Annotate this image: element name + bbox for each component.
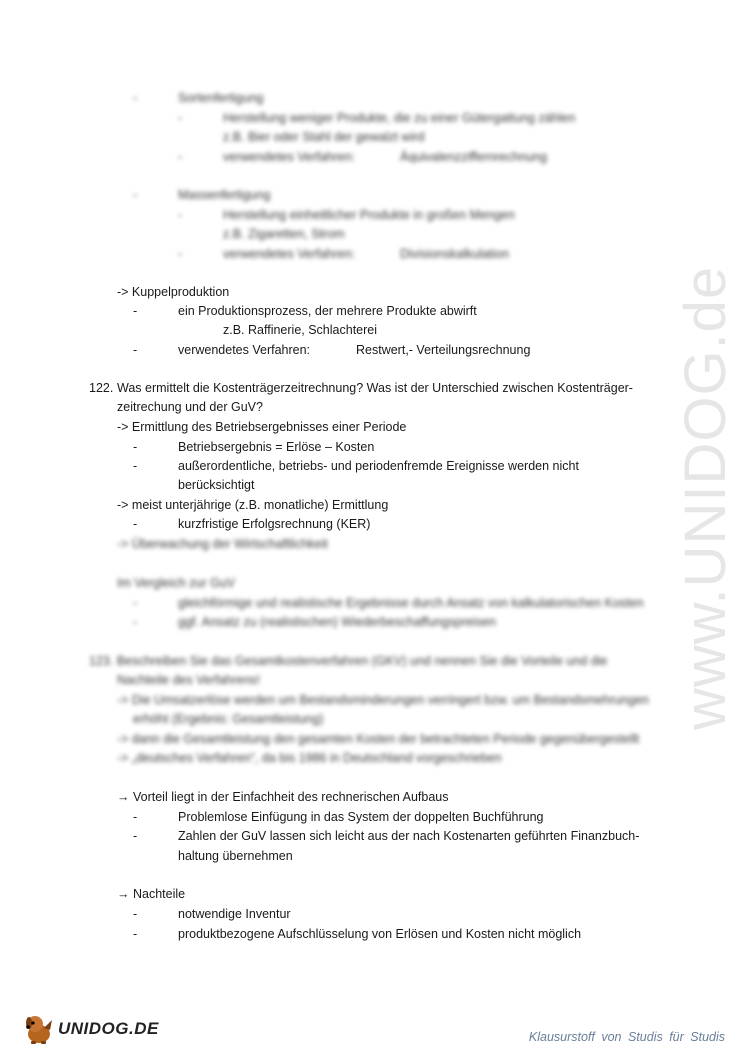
blurred-line: Divisionskalkulation (400, 247, 510, 261)
question-number: 122. (89, 381, 114, 395)
dash: - (133, 907, 138, 921)
kuppel-item: Restwert,- Verteilungsrechnung (356, 343, 531, 357)
answer-line: -> Ermittlung des Betriebsergebnisses einer Periode (117, 420, 407, 434)
unidog-logo (22, 1012, 159, 1046)
dash: - (178, 150, 183, 164)
dash: - (178, 111, 183, 125)
dash: - (133, 615, 138, 629)
dash: - (133, 517, 138, 531)
blurred-line: verwendetes Verfahren: (223, 150, 356, 164)
kuppel-item: z.B. Raffinerie, Schlachterei (223, 323, 378, 337)
dash: - (133, 440, 138, 454)
blurred-line: ggf. Ansatz zu (realistischen) Wiederbeschaffungspreisen (178, 615, 496, 629)
dash: - (133, 596, 138, 610)
question-text: zeitrechung und der GuV? (117, 400, 263, 414)
dash: - (133, 91, 138, 105)
kuppel-item: verwendetes Verfahren: (178, 343, 311, 357)
blurred-line: verwendetes Verfahren: (223, 247, 356, 261)
vorteil-item: Zahlen der GuV lassen sich leicht aus der nach Kostenarten geführten Finanzbuch- (178, 829, 640, 843)
blurred-line: Sortenfertigung (178, 91, 264, 105)
dash: - (133, 829, 138, 843)
blurred-line: erhöht (Ergebnis: Gesamtleistung) (133, 712, 324, 726)
vorteil-item: Problemlose Einfügung in das System der doppelten Buchführung (178, 810, 544, 824)
blurred-line: -> „deutsches Verfahren“, da bis 1986 in Deutschland vorgeschrieben (117, 751, 502, 765)
vorteil-title: Vorteil liegt in der Einfachheit des rechnerischen Aufbaus (133, 790, 449, 804)
blurred-line: -> Überwachung der Wirtschaftlichkeit (117, 537, 328, 551)
dash: - (133, 188, 138, 202)
footer-tagline: Klausurstoff von Studis für Studis (528, 1030, 725, 1044)
blurred-line: -> Die Umsatzerlöse werden um Bestandsminderungen verringert bzw. um Bestandsmehrungen (117, 693, 649, 707)
dash: - (133, 927, 138, 941)
nachteile-item: produktbezogene Aufschlüsselung von Erlösen und Kosten nicht möglich (178, 927, 582, 941)
dash: - (133, 304, 138, 318)
watermark: www.UNIDOG.de (673, 265, 738, 730)
blurred-line: Nachteile des Verfahrens! (117, 673, 261, 687)
dog-icon (22, 1012, 56, 1046)
answer-item: kurzfristige Erfolgsrechnung (KER) (178, 517, 371, 531)
dash: - (133, 343, 138, 357)
blurred-line: 123. Beschreiben Sie das Gesamtkostenverfahren (GKV) und nennen Sie die Vorteile und die (89, 654, 608, 668)
answer-item: berücksichtigt (178, 478, 255, 492)
logo-text: UNIDOG.DE (58, 1019, 159, 1038)
answer-item: Betriebsergebnis = Erlöse – Kosten (178, 440, 375, 454)
dash: - (133, 810, 138, 824)
kuppel-item: ein Produktionsprozess, der mehrere Produkte abwirft (178, 304, 477, 318)
blurred-line: Massenfertigung (178, 188, 271, 202)
kuppel-title: -> Kuppelproduktion (117, 285, 230, 299)
nachteile-title: Nachteile (133, 887, 186, 901)
blurred-line: z.B. Zigaretten, Strom (223, 227, 345, 241)
blurred-line: Herstellung einheitlicher Produkte in großen Mengen (223, 208, 515, 222)
dash: - (133, 459, 138, 473)
vorteil-item: haltung übernehmen (178, 849, 293, 863)
blurred-line: -> dann die Gesamtleistung den gesamten Kosten der betrachteten Periode gegenübergestellt (117, 732, 640, 746)
arrow-icon: → (117, 887, 130, 901)
nachteile-item: notwendige Inventur (178, 907, 291, 921)
blurred-line: gleichförmige und realistische Ergebnisse durch Ansatz von kalkulatorischen Kosten (178, 596, 644, 610)
dash: - (178, 247, 183, 261)
blurred-line: Äquivalenzziffernrechnung (400, 150, 548, 164)
dash: - (178, 208, 183, 222)
question-text: Was ermittelt die Kostenträgerzeitrechnung? Was ist der Unterschied zwischen Kostenträger- (117, 381, 633, 395)
blurred-line: Im Vergleich zur GuV (117, 576, 236, 590)
blurred-line: Herstellung weniger Produkte, die zu einer Gütergattung zählen (223, 111, 576, 125)
blurred-line: z.B. Bier oder Stahl der gewalzt wird (223, 130, 425, 144)
answer-line: -> meist unterjährige (z.B. monatliche) Ermittlung (117, 498, 389, 512)
arrow-icon: → (117, 790, 130, 804)
answer-item: außerordentliche, betriebs- und periodenfremde Ereignisse werden nicht (178, 459, 579, 473)
